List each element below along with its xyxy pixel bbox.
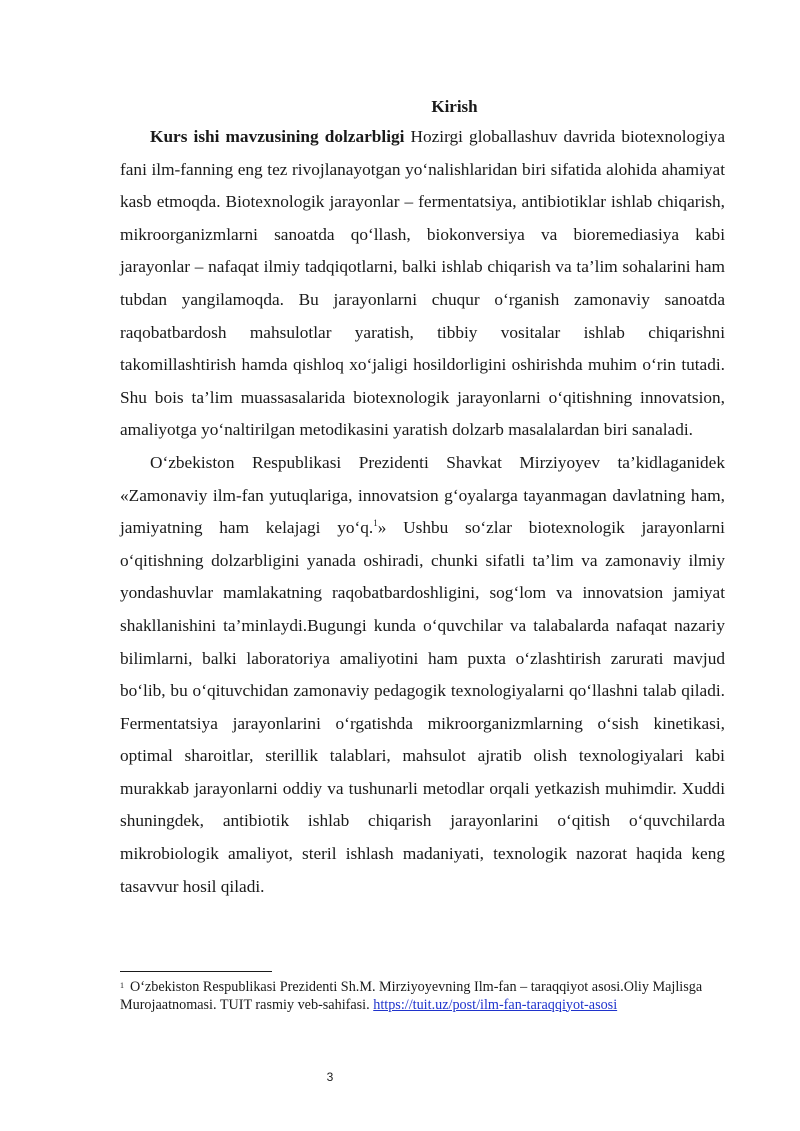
paragraph-text: Hozirgi globallashuv davrida biotexnologiya fani ilm-fanning eng tez rivojlanayotgan yo‘nalishlaridan biri sifatida alohida ahamiyat kasb etmoqda. Biotexnologik jarayonlar – fermentatsiya, antibiotiklar ishlab chiqarish, mikroorganizmlarni sanoatda qo‘llash, biokonversiya va bioremediasiya kabi jarayonlar – nafaqat ilmiy tadqiqotlarni, balki ishlab chiqarish va ta’lim sohalarini ham tubdan yangilamoqda. Bu jarayonlarni chuqur o‘rganish zamonaviy sanoatda raqobatbardosh mahsulotlar yaratish, tibbiy vositalar ishlab chiqarishni takomillashtirish hamda qishloq xo‘jaligi hosildorligini oshirishda muhim o‘rin tutadi. Shu bois ta’lim muassasalarida biotexnologik jarayonlarni o‘qitishning innovatsion, amaliyotga yo‘naltirilgan metodikasini yaratish dolzarb masalalardan biri sanaladi. [120,127,725,440]
paragraph-lead: Kurs ishi mavzusining dolzarbligi [150,127,405,146]
paragraph-relevance [120,121,725,447]
footnote-number: 1 [120,981,124,990]
footnote-link[interactable]: https://tuit.uz/post/ilm-fan-taraqqiyot-asosi [373,996,618,1013]
paragraph-text-before-ref: O‘zbekiston Respublikasi Prezidenti Shavkat Mirziyoyev ta’kidlaganidek «Zamonaviy ilm-fan yutuqlariga, innovatsion g‘oyalarga tayanmagan davlatning ham, jamiyatning ham kelajagi yo‘q. [120,452,725,538]
footnote-text: O‘zbekiston Respublikasi Prezidenti Sh.M. Mirziyoyevning Ilm-fan – taraqqiyot asosi.Oliy Majlisga Murojaatnomasi. TUIT rasmiy veb-sahifasi. [120,979,703,1013]
body-text [120,121,725,903]
section-heading: Kirish [431,97,478,116]
paragraph-text-after-ref: » Ushbu so‘zlar biotexnologik jarayonlarni o‘qitishning dolzarbligini yanada oshiradi, chunki sifatli ta’lim va zamonaviy ilmiy yondashuvlar mamlakatning raqobatbardoshligini, sog‘lom va innovatsion jamiyat shakllanishini ta’minlaydi.Bugungi kunda o‘quvchilar va talabalarda nafaqat nazariy bilimlarni, balki laboratoriya amaliyotini ham puxta o‘zlashtirish zarurati mavjud bo‘lib, bu o‘qituvchidan zamonaviy pedagogik texnologiyalarni qo‘llashni talab qiladi. Fermentatsiya jarayonlarini o‘rgatishda mikroorganizmlarning o‘sish kinetikasi, optimal sharoitlar, sterillik talablari, mahsulot ajratib olish texnologiyalari kabi murakkab jarayonlarni oddiy va tushunarli metodlar orqali yetkazish muhimdir. Xuddi shuningdek, antibiotik ishlab chiqarish jarayonlarini o‘qitish o‘quvchilarda mikrobiologik amaliyot, steril ishlash madaniyati, texnologik nazorat haqida keng tasavvur hosil qiladi. [120,518,725,896]
footnote [120,977,730,1014]
footnote-separator [120,971,272,972]
paragraph-quote [120,447,725,903]
footnote-reference[interactable]: 1 [373,518,378,529]
page-number: 3 [326,1070,334,1084]
